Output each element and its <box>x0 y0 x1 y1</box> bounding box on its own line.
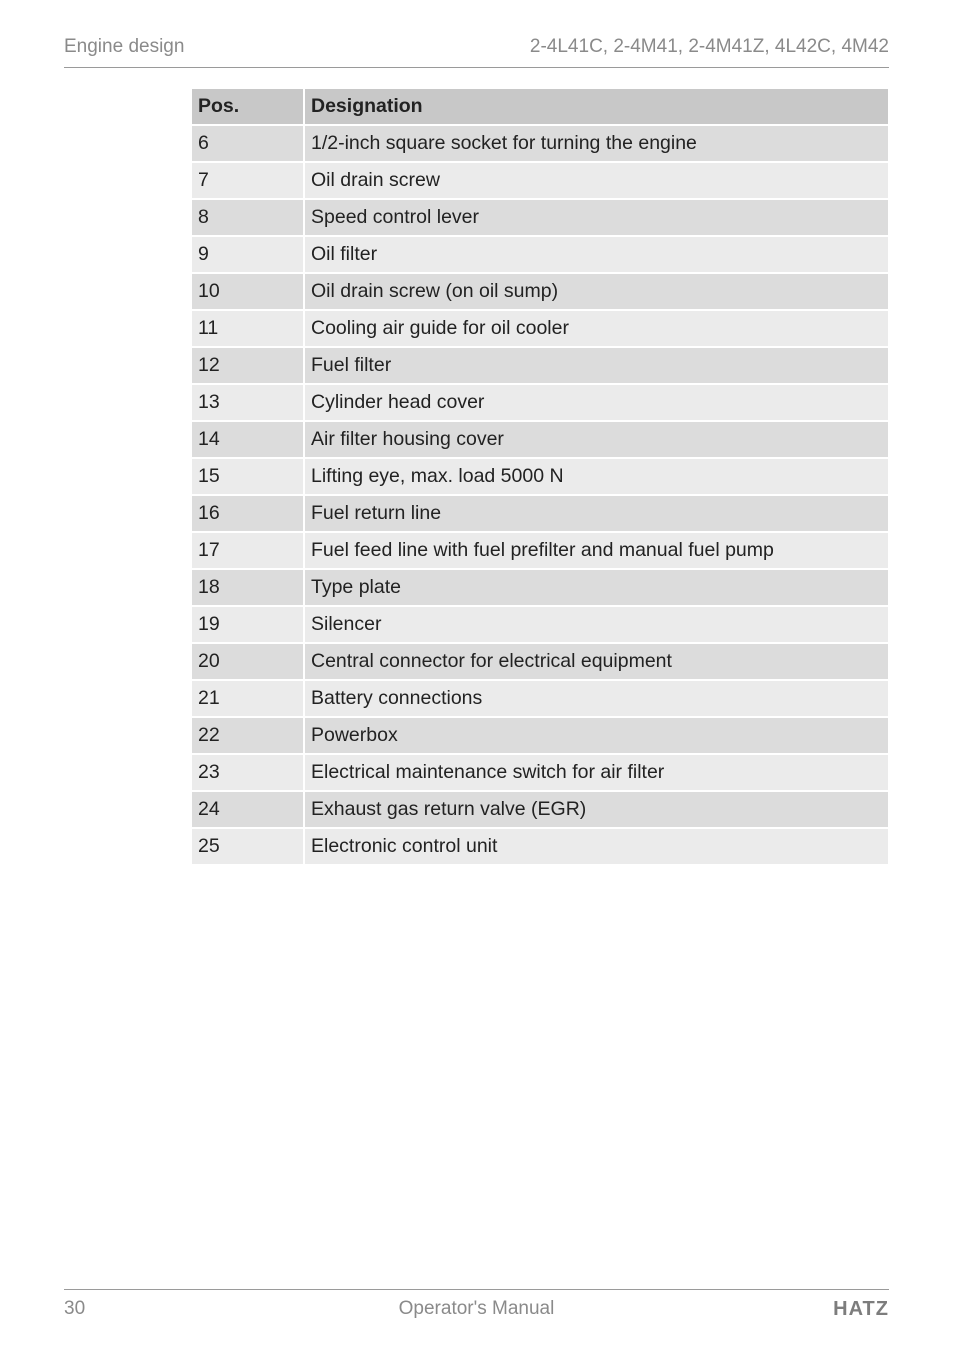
pos-cell: 10 <box>192 274 305 311</box>
pos-cell: 12 <box>192 348 305 385</box>
pos-cell: 20 <box>192 644 305 681</box>
pos-cell: 19 <box>192 607 305 644</box>
table-row <box>192 792 888 829</box>
designation-cell: Air filter housing cover <box>305 422 888 459</box>
table-row <box>192 644 888 681</box>
page-header <box>64 36 889 68</box>
table-row <box>192 459 888 496</box>
pos-cell: 8 <box>192 200 305 237</box>
section-title: Engine design <box>64 36 185 57</box>
designation-cell: Oil drain screw (on oil sump) <box>305 274 888 311</box>
designation-cell: Silencer <box>305 607 888 644</box>
designation-cell: Electronic control unit <box>305 829 888 864</box>
designation-cell: Electrical maintenance switch for air filter <box>305 755 888 792</box>
pos-cell: 6 <box>192 126 305 163</box>
pos-cell: 14 <box>192 422 305 459</box>
column-header-designation: Designation <box>305 89 888 126</box>
table-row <box>192 200 888 237</box>
designation-cell: Speed control lever <box>305 200 888 237</box>
table-row <box>192 681 888 718</box>
table-row <box>192 237 888 274</box>
parts-table <box>192 89 888 864</box>
pos-cell: 22 <box>192 718 305 755</box>
table-row <box>192 496 888 533</box>
table-row <box>192 570 888 607</box>
table-row <box>192 348 888 385</box>
document-title: Operator's Manual <box>398 1298 555 1319</box>
designation-cell: Lifting eye, max. load 5000 N <box>305 459 888 496</box>
designation-cell: 1/2-inch square socket for turning the engine <box>305 126 888 163</box>
table-row <box>192 163 888 200</box>
model-list: 2-4L41C, 2-4M41, 2-4M41Z, 4L42C, 4M42 <box>529 36 889 57</box>
table-row <box>192 274 888 311</box>
pos-cell: 7 <box>192 163 305 200</box>
table-row <box>192 718 888 755</box>
pos-cell: 23 <box>192 755 305 792</box>
pos-cell: 16 <box>192 496 305 533</box>
table-row <box>192 829 888 864</box>
brand-logo: HATZ <box>833 1298 889 1320</box>
pos-cell: 17 <box>192 533 305 570</box>
designation-cell: Powerbox <box>305 718 888 755</box>
table-row <box>192 422 888 459</box>
table-header-row <box>192 89 888 126</box>
pos-cell: 21 <box>192 681 305 718</box>
designation-cell: Fuel feed line with fuel prefilter and manual fuel pump <box>305 533 888 570</box>
designation-cell: Battery connections <box>305 681 888 718</box>
pos-cell: 9 <box>192 237 305 274</box>
designation-cell: Type plate <box>305 570 888 607</box>
table-row <box>192 385 888 422</box>
pos-cell: 25 <box>192 829 305 864</box>
designation-cell: Fuel return line <box>305 496 888 533</box>
designation-cell: Cylinder head cover <box>305 385 888 422</box>
pos-cell: 18 <box>192 570 305 607</box>
table-body <box>192 126 888 864</box>
pos-cell: 11 <box>192 311 305 348</box>
table-row <box>192 533 888 570</box>
column-header-pos: Pos. <box>192 89 305 126</box>
pos-cell: 13 <box>192 385 305 422</box>
designation-cell: Central connector for electrical equipment <box>305 644 888 681</box>
table-row <box>192 311 888 348</box>
designation-cell: Exhaust gas return valve (EGR) <box>305 792 888 829</box>
page-footer <box>64 1289 889 1326</box>
table-row <box>192 755 888 792</box>
designation-cell: Oil filter <box>305 237 888 274</box>
pos-cell: 15 <box>192 459 305 496</box>
page-number: 30 <box>64 1298 86 1319</box>
table-row <box>192 607 888 644</box>
pos-cell: 24 <box>192 792 305 829</box>
designation-cell: Fuel filter <box>305 348 888 385</box>
table-row <box>192 126 888 163</box>
designation-cell: Oil drain screw <box>305 163 888 200</box>
designation-cell: Cooling air guide for oil cooler <box>305 311 888 348</box>
